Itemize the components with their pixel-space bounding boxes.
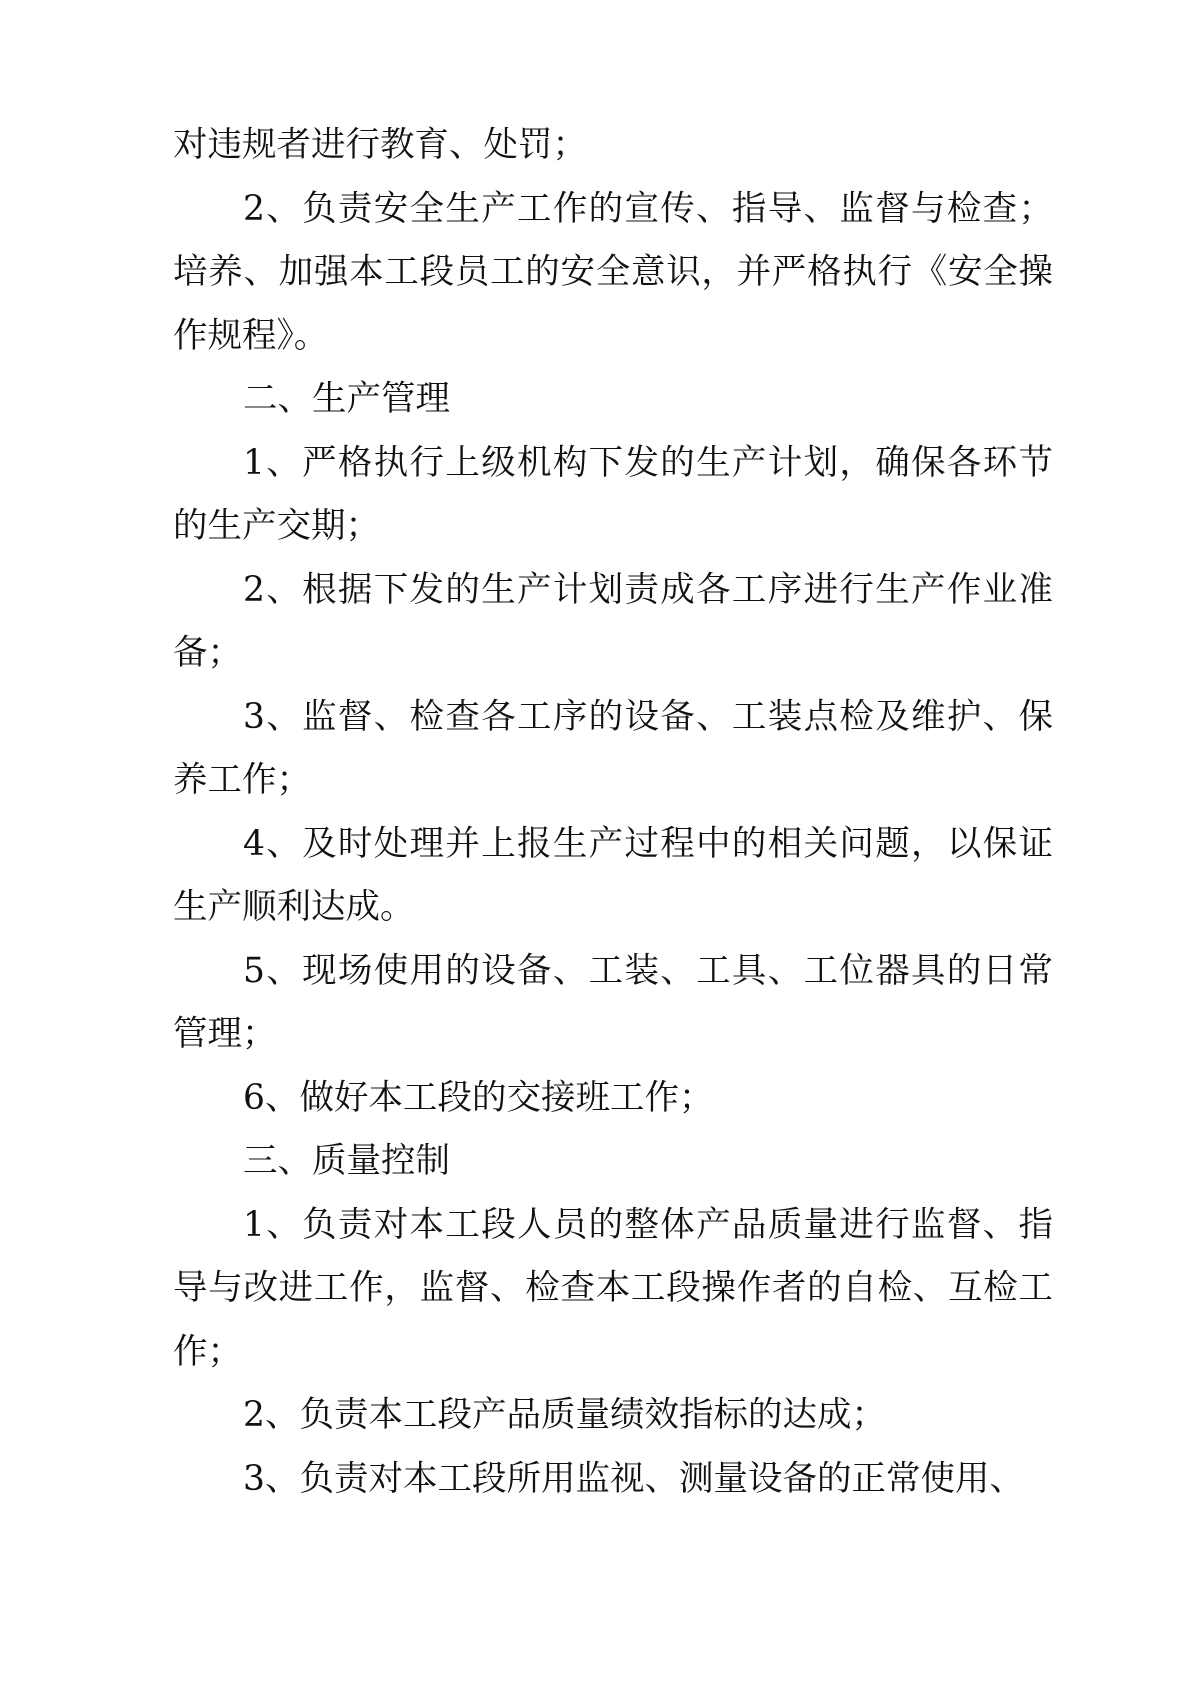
paragraph-safety-2: 2、负责安全生产工作的宣传、指导、监督与检查；培养、加强本工段员工的安全意识，并严格执行《安全操作规程》。 (173, 188, 1053, 356)
paragraph-quality-3: 3、负责对本工段所用监视、测量设备的正常使用、 (243, 1458, 1024, 1499)
paragraph-production-6: 6、做好本工段的交接班工作； (243, 1077, 714, 1118)
paragraph-production-2: 2、根据下发的生产计划责成各工序进行生产作业准备； (173, 569, 1053, 673)
paragraph-production-5: 5、现场使用的设备、工装、工具、工位器具的日常管理； (173, 950, 1053, 1054)
paragraph-production-4: 4、及时处理并上报生产过程中的相关问题，以保证生产顺利达成。 (173, 823, 1053, 927)
document-body (173, 114, 1053, 1511)
paragraph-production-1: 1、严格执行上级机构下发的生产计划，确保各环节的生产交期； (173, 442, 1053, 546)
paragraph-production-3: 3、监督、检查各工序的设备、工装点检及维护、保养工作； (173, 696, 1053, 800)
section-heading-quality: 三、质量控制 (243, 1141, 450, 1181)
paragraph-quality-1: 1、负责对本工段人员的整体产品质量进行监督、指导与改进工作，监督、检查本工段操作者的自检、互检工作； (173, 1204, 1053, 1372)
paragraph-continuation: 对违规者进行教育、处罚； (173, 125, 587, 165)
paragraph-quality-2: 2、负责本工段产品质量绩效指标的达成； (243, 1395, 886, 1435)
section-heading-production: 二、生产管理 (243, 379, 450, 419)
